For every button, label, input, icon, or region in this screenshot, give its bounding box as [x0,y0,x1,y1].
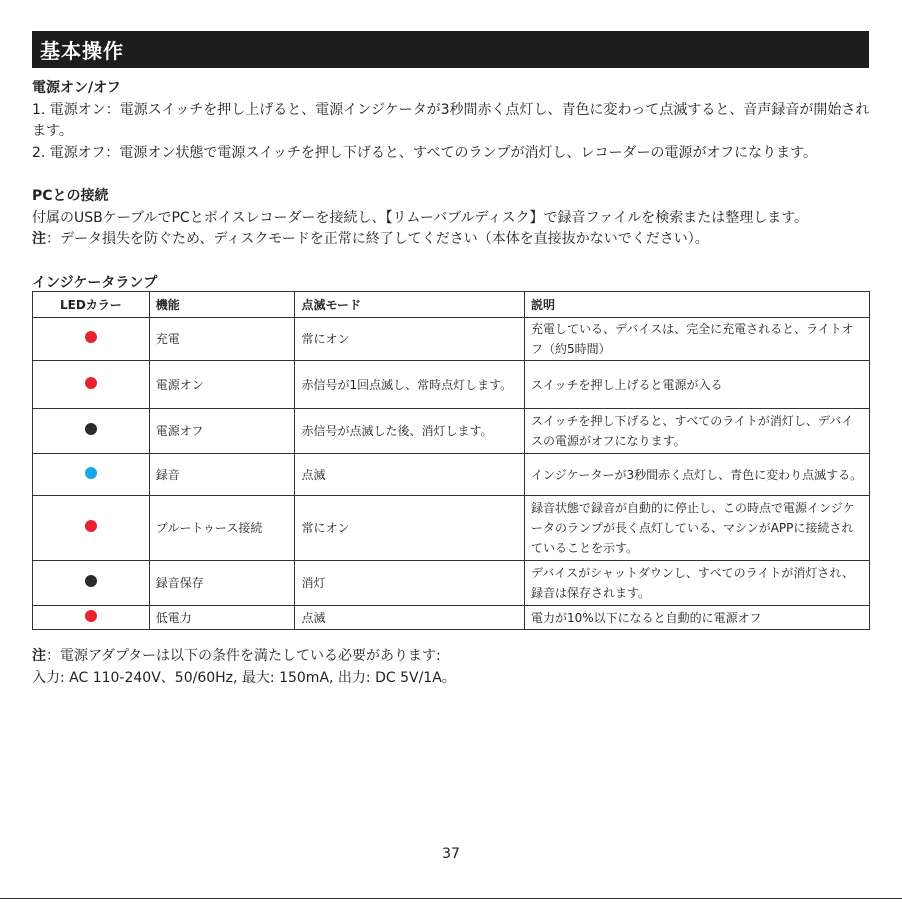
column-header-function: 機能 [149,292,295,318]
power-step-2: 2. 電源オフ：電源オン状態で電源スイッチを押し下げると、すべてのランプが消灯し、レコーダーの電源がオフになります。 [32,144,818,161]
pc-heading: PCとの接続 [32,188,109,204]
table-row [33,561,870,606]
indicator-heading: インジケータランプ [32,274,158,291]
indicator-table [32,291,870,630]
mode-cell: 赤信号が点滅した後、消灯します。 [295,409,525,454]
pc-connection-text: 付属のUSBケーブルでPCとボイスレコーダーを接続し、【リムーバブルディスク】で録音ファイルを検索または整理します。 [32,209,809,226]
table-row [33,318,870,361]
adapter-note-text: ：電源アダプターは以下の条件を満たしている必要があります: [46,648,441,664]
column-header-description: 説明 [525,292,870,318]
led-dot-icon [85,377,97,389]
led-cell [33,318,150,361]
led-dot-icon [85,331,97,343]
power-heading: 電源オン/オフ [32,80,121,96]
power-adapter-note [32,645,456,689]
function-cell: 低電力 [149,606,295,630]
mode-cell: 赤信号が1回点滅し、常時点灯します。 [295,361,525,409]
function-cell: 充電 [149,318,295,361]
led-dot-icon [85,423,97,435]
led-dot-icon [85,520,97,532]
led-dot-icon [85,467,97,479]
pc-note-label: 注 [32,231,46,247]
description-cell: デバイスがシャットダウンし、すべてのライトが消灯され、録音は保存されます。 [525,561,870,606]
table-header-row [33,292,870,318]
led-cell [33,496,150,561]
led-cell [33,409,150,454]
table-row [33,454,870,496]
mode-cell: 常にオン [295,318,525,361]
mode-cell: 常にオン [295,496,525,561]
table-row [33,606,870,630]
table-row [33,496,870,561]
pc-note [32,229,877,251]
function-cell: 電源オン [149,361,295,409]
column-header-blink-mode: 点滅モード [295,292,525,318]
section-title: 基本操作 [40,39,124,63]
description-cell: スイッチを押し上げると電源が入る [525,361,870,409]
description-cell: インジケーターが3秒間赤く点灯し、青色に変わり点滅する。 [525,454,870,496]
description-cell: 充電している、デバイスは、完全に充電されると、ライトオフ（約5時間） [525,318,870,361]
mode-cell: 消灯 [295,561,525,606]
table-row [33,361,870,409]
mode-cell: 点滅 [295,606,525,630]
led-cell [33,606,150,630]
function-cell: 電源オフ [149,409,295,454]
description-cell: スイッチを押し下げると、すべてのライトが消灯し、デバイスの電源がオフになります。 [525,409,870,454]
adapter-spec-text: 入力: AC 110-240V、50/60Hz, 最大: 150mA, 出力: DC 5V/1A。 [32,670,456,686]
function-cell: 録音 [149,454,295,496]
led-dot-icon [85,610,97,622]
page-number: 37 [442,846,460,862]
bottom-divider [0,898,902,899]
led-cell [33,561,150,606]
description-cell: 電力が10%以下になると自動的に電源オフ [525,606,870,630]
pc-note-text: ：データ損失を防ぐため、ディスクモードを正常に終了してください（本体を直接抜かないでください）。 [46,231,709,247]
led-dot-icon [85,575,97,587]
main-content [32,78,877,294]
description-cell: 録音状態で録音が自動的に停止し、この時点で電源インジケータのランプが長く点灯している、マシンがAPPに接続されていることを示す。 [525,496,870,561]
mode-cell: 点滅 [295,454,525,496]
table-row [33,409,870,454]
power-step-1: 1. 電源オン：電源スイッチを押し上げると、電源インジケータが3秒間赤く点灯し、青色に変わって点滅すると、音声録音が開始されます。 [32,101,870,139]
led-cell [33,361,150,409]
led-cell [33,454,150,496]
function-cell: ブルートゥース接続 [149,496,295,561]
function-cell: 録音保存 [149,561,295,606]
column-header-led-color: LEDカラー [33,292,150,318]
adapter-note-label: 注 [32,648,46,664]
section-header-bar [32,31,869,68]
